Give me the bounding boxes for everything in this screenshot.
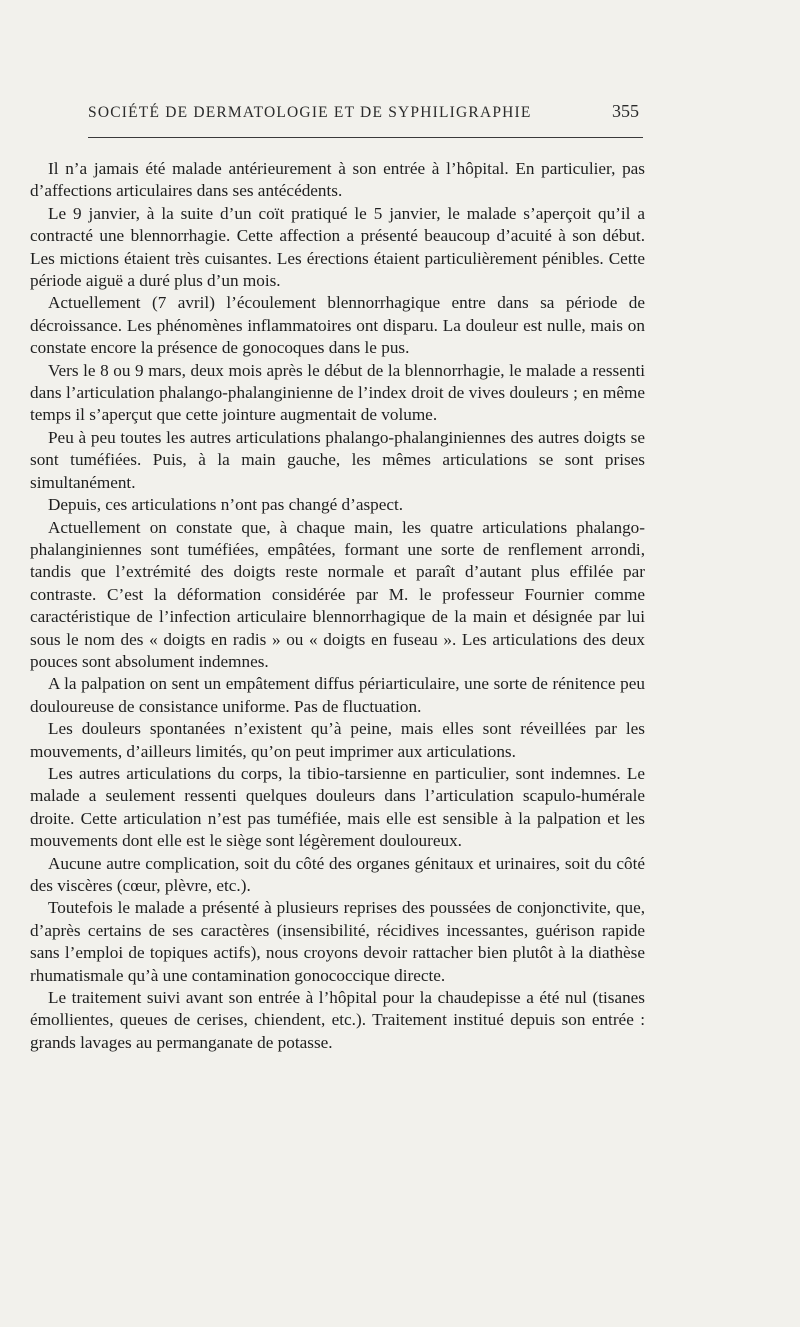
body-text xyxy=(30,158,645,1054)
paragraph: Aucune autre complication, soit du côté des organes génitaux et urinaires, soit du côté des viscères (cœur, plèvre, etc.). xyxy=(30,853,645,895)
running-head: SOCIÉTÉ DE DERMATOLOGIE ET DE SYPHILIGRAPHIE xyxy=(88,104,532,121)
paragraph: Il n’a jamais été malade antérieurement à son entrée à l’hôpital. En particulier, pas d’affections articulaires dans ses antécédents. xyxy=(30,159,645,201)
paragraph: A la palpation on sent un empâtement diffus périarticulaire, une sorte de rénitence peu douloureuse de consistance uniforme. Pas de fluctuation. xyxy=(30,674,645,716)
paragraph: Le traitement suivi avant son entrée à l’hôpital pour la chaudepisse a été nul (tisanes émollientes, queues de cerises, chiendent, etc.). Traitement institué depuis son entrée : grands lavages au permanganate de potasse. xyxy=(30,988,645,1052)
paragraph: Actuellement (7 avril) l’écoulement blennorrhagique entre dans sa période de décroissance. Les phénomènes inflammatoires ont disparu. La douleur est nulle, mais on constate encore la présence de gonocoques dans le pus. xyxy=(30,293,645,358)
paragraph: Les autres articulations du corps, la tibio-tarsienne en particulier, sont indemnes. Le malade a seulement ressenti quelques douleurs dans l’articulation scapulo-humérale droite. Cette articulation n’est pas tuméfiée, mais elle est sensible à la palpation et les mouvements dont elle est le siège sont légèrement douloureux. xyxy=(30,763,645,851)
paragraph: Toutefois le malade a présenté à plusieurs reprises des poussées de conjonctivite, que, d’après certains de ses caractères (insensibilité, récidives incessantes, guérison rapide sans l’emploi de topiques actifs), nous croyons devoir rattacher bien plutôt à la diathèse rhumatismale qu’à une contamination gonococcique directe. xyxy=(30,898,645,985)
paragraph: Peu à peu toutes les autres articulations phalango-phalanginiennes des autres doigts se sont tuméfiées. Puis, à la main gauche, les mêmes articulations se sont prises simultanément. xyxy=(30,427,645,492)
paragraph: Depuis, ces articulations n’ont pas changé d’aspect. xyxy=(48,495,404,515)
paragraph: Vers le 8 ou 9 mars, deux mois après le début de la blennorrhagie, le malade a ressenti dans l’articulation phalango-phalanginienne de l’index droit de vives douleurs ; en même temps il s’aperçut que cette jointure augmentait de volume. xyxy=(30,360,645,425)
paragraph: Le 9 janvier, à la suite d’un coït pratiqué le 5 janvier, le malade s’aperçoit qu’il a contracté une blennorrhagie. Cette affection a présenté beaucoup d’acuité à son début. Les mictions étaient très cuisantes. Les érections étaient particulièrement pénibles. Cette période aiguë a duré plus d’un mois. xyxy=(30,203,645,291)
header-rule xyxy=(88,137,643,138)
page-number: 355 xyxy=(612,101,639,121)
paragraph: Les douleurs spontanées n’existent qu’à peine, mais elles sont réveillées par les mouvements, d’ailleurs limités, qu’on peut imprimer aux articulations. xyxy=(30,719,645,761)
paragraph: Actuellement on constate que, à chaque main, les quatre articulations phalango-phalanginiennes sont tuméfiées, empâtées, formant une sorte de renflement arrondi, tandis que l’extrémité des doigts reste normale et paraît d’autant plus effilée par contraste. C’est la déformation considérée par M. le professeur Fournier comme caractéristique de l’infection articulaire blennorrhagique de la main et désignée par lui sous le nom des « doigts en radis » ou « doigts en fuseau ». Les articulations des deux pouces sont absolument indemnes. xyxy=(30,517,645,671)
